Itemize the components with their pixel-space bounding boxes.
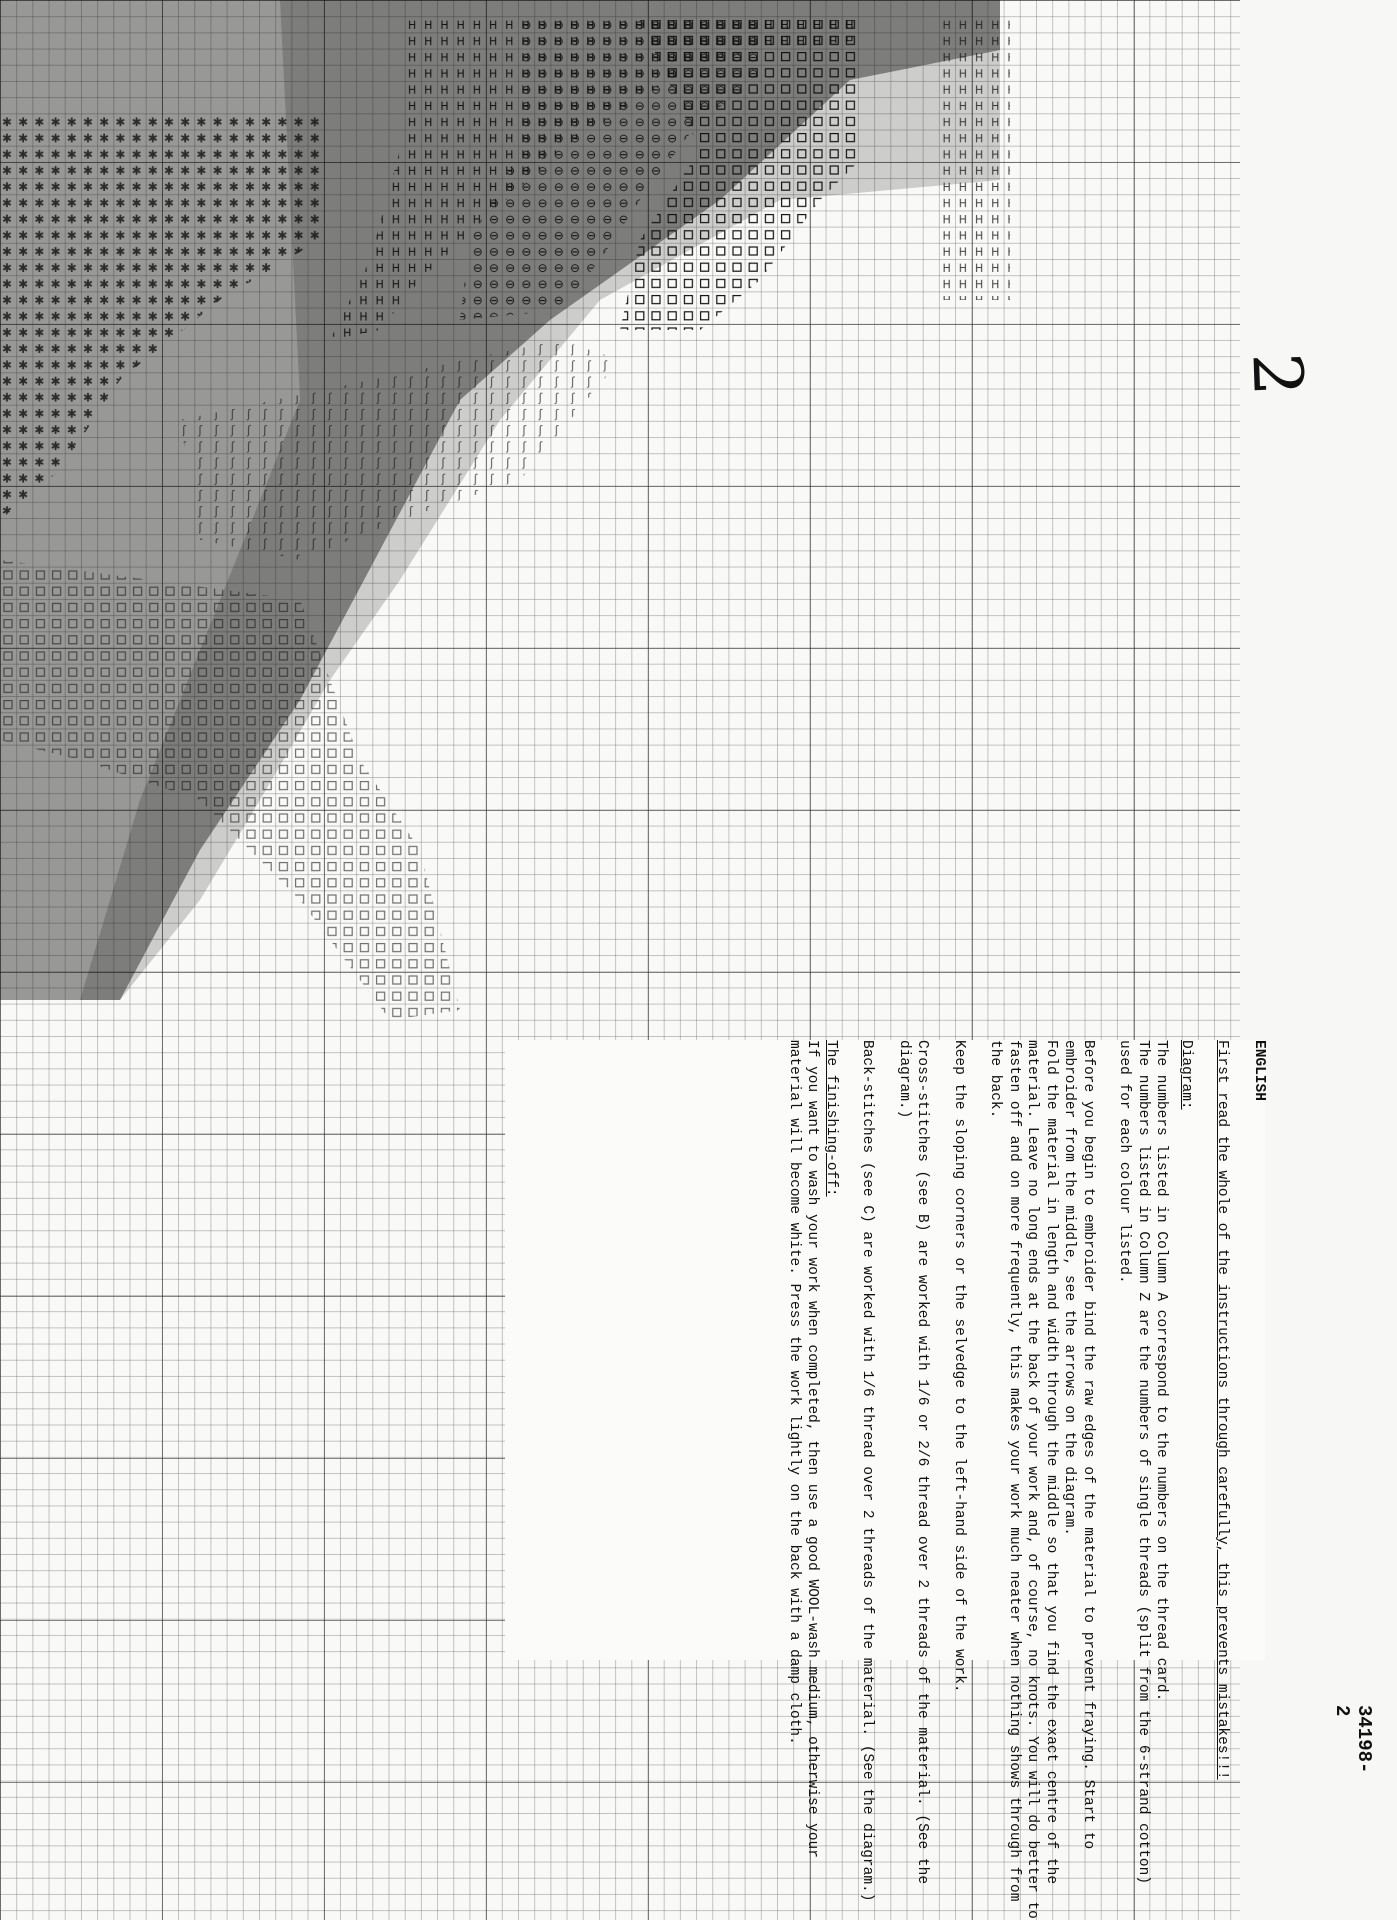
symbol-band-right: [940, 20, 1010, 300]
finishing-heading: The finishing-off:: [823, 1040, 839, 1197]
symbol-band-scatter: [180, 340, 620, 560]
paragraph-begin: Before you begin to embroider bind the raw edges of the material to prevent fraying. Start to embroider from the middle, see the arrows on the diagram.: [1061, 1040, 1096, 1858]
symbol-band-corner: [0, 560, 460, 1020]
finishing-text: If you want to wash your work when completed, then use a good WOOL-wash medium, otherwise your material will become white. Press the work lightly on the back with a damp cloth.: [786, 1040, 821, 1867]
pattern-code: 34198-2: [1331, 1705, 1375, 1774]
paragraph-keep-corners: Keep the sloping corners or the selvedge to the left-hand side of the work.: [951, 1040, 967, 1693]
paragraph-back-stitches: Back-stitches (see C) are worked with 1/6 thread over 2 threads of the material. (See the diagram.): [859, 1040, 876, 1902]
handwritten-page-number: 2: [1236, 351, 1317, 398]
paragraph-cross-stitches: Cross-stitches (see B) are worked with 1/6 or 2/6 thread over 2 threads of the material. (See the diagram.): [896, 1040, 931, 1893]
pattern-symbols: [0, 0, 1240, 1040]
diagram-column-a: The numbers listed in Column A correspond to the numbers on the thread card.: [1153, 1040, 1170, 1702]
instructions-text: [508, 1040, 1268, 1920]
paragraph-fold: Fold the material in length and width through the middle so that you find the exact centre of the material. Leave no long ends at the back of your work and, of course, no knots. You will do better to fasten off and on more frequently, this makes your work much neater when nothing shows through from the back.: [987, 1040, 1059, 1919]
intro-text: First read the whole of the instructions through carefully, this prevents mistakes!!!: [1214, 1040, 1231, 1780]
diagram-heading: Diagram:: [1178, 1040, 1194, 1110]
diagram-column-z: The numbers listed in Column Z are the numbers of single threads (split from the 6-strand cotton) used for each colour listed.: [1116, 1040, 1151, 1893]
language-heading: ENGLISH: [1251, 1040, 1267, 1101]
